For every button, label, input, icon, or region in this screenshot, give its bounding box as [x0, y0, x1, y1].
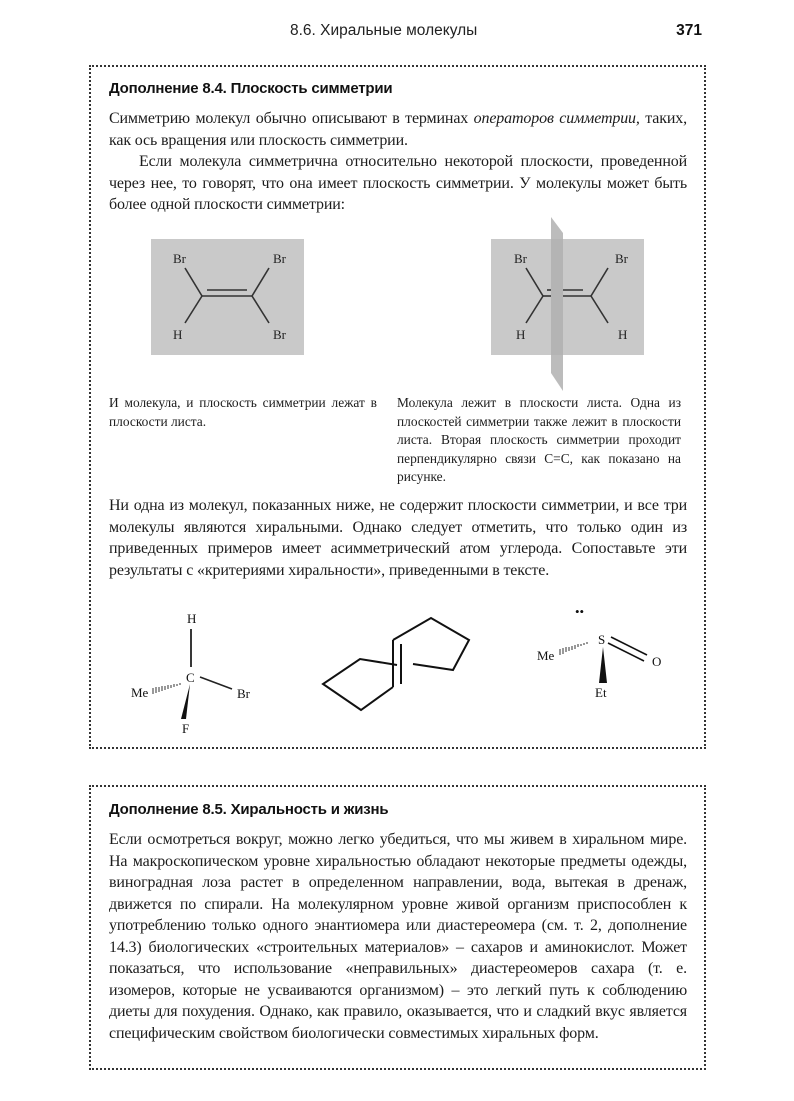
atom-label: H — [187, 611, 197, 626]
paragraph-chiral: Ни одна из молекул, показанных ниже, не содержит плоскости симметрии, и все три молекулы являются хиральными. Однако следует отметить, что только один из приведенных примеров имеет асимметрический атом углерода. Сопоставьте эти результаты с «критериями хиральности», приведенными в тексте. — [109, 497, 687, 579]
atom-label: Br — [273, 251, 286, 266]
atom-label: Me — [537, 648, 555, 663]
atom-label: Br — [237, 686, 250, 701]
box-title: Дополнение 8.5. Хиральность и жизнь — [109, 801, 389, 818]
perpendicular-plane — [551, 217, 563, 391]
atom-label: S — [598, 632, 606, 647]
molecule-chfbrme — [131, 607, 281, 737]
running-head — [0, 22, 794, 46]
caption-right: Молекула лежит в плоскости листа. Одна из плоскостей симметрии также лежит в плоскости листа. Вторая плоскость симметрии проходит перпендикулярно связи C=C, как показано на рисунке. — [397, 395, 681, 484]
caption-left: И молекула, и плоскость симметрии лежат в плоскости листа. — [109, 395, 377, 429]
figure-dibromoethene-two-planes — [479, 213, 649, 393]
page-number: 371 — [676, 22, 702, 39]
section-title: 8.6. Хиральные молекулы — [290, 22, 478, 39]
atom-label: O — [652, 654, 662, 669]
atom-label: H — [516, 327, 526, 342]
atom-label: F — [182, 721, 190, 736]
atom-label: Br — [514, 251, 527, 266]
text: таких, как ось вращения или плоскость симметрии. — [109, 110, 687, 149]
molecule-sulfoxide — [527, 603, 677, 713]
paragraph-intro — [109, 108, 687, 151]
paragraph-chirality-life: Если осмотреться вокруг, можно легко убедиться, что мы живем в хиральном мире. На макроскопическом уровне хиральностью обладают некоторые предметы одежды, виноградная лоза растет в определенном направлении, вода, вытекая в дренаж, движется по спирали. На молекулярном уровне живой организм приспособлен к употреблению только одного энантиомера или диастереомера (см. т. 2, дополнение 14.3) биологических «строительных материалов» – сахаров и аминокислот. Может показаться, что использование «неправильных» диастереомеров сахара (т. е. изомеров, которые не усваиваются организмом) – это легкий путь к соблюдению диеты для похудения. Однако, как правило, оказывается, что и сладкий вкус является специфическим свойством биологически совместимых хиральных форм. — [109, 831, 687, 1042]
text: Симметрию молекул обычно описывают в терминах — [109, 110, 474, 127]
atom-label: Me — [131, 685, 149, 700]
sidebar-box-8-5 — [89, 785, 706, 1070]
figure-dibromoethene-planar — [151, 235, 331, 355]
text: Если молекула симметрична относительно некоторой плоскости, проведенной через нее, то говорят, что она имеет плоскость симметрии. У молекулы может быть более одной плоскости симметрии: — [109, 153, 687, 213]
atom-label: H — [618, 327, 628, 342]
hashed-bond — [153, 683, 180, 694]
ring-bonds — [323, 618, 469, 710]
atom-label: Br — [273, 327, 286, 342]
paragraph-symmetry — [109, 151, 687, 216]
hashed-bond — [560, 642, 587, 655]
box-title: Дополнение 8.4. Плоскость симметрии — [109, 80, 393, 97]
lone-pair: •• — [575, 604, 585, 619]
sidebar-box-8-4 — [89, 65, 706, 749]
atom-label: C — [186, 670, 195, 685]
atom-label: Br — [173, 251, 186, 266]
atom-label: Et — [595, 685, 607, 700]
italic-term: операторов симметрии, — [473, 110, 640, 127]
molecule-bicyclic-alkene — [305, 612, 495, 727]
atom-label: H — [173, 327, 183, 342]
atom-label: Br — [615, 251, 628, 266]
